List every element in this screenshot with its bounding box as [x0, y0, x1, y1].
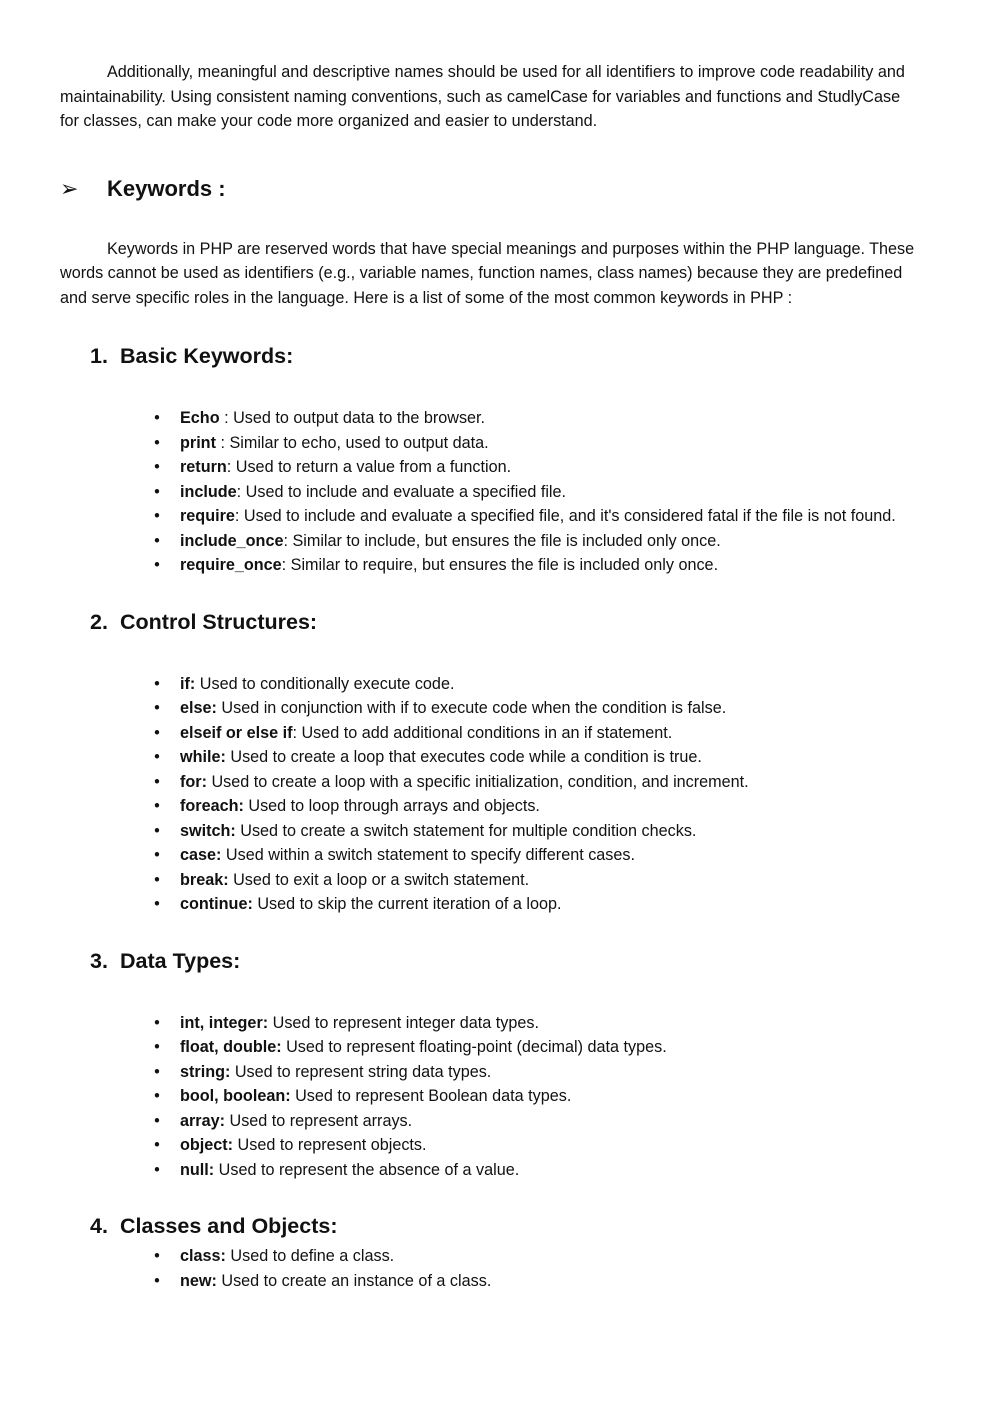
keyword-description: Used in conjunction with if to execute code when the condition is false.	[216, 699, 727, 717]
keyword-term: foreach:	[180, 797, 244, 815]
keyword-term: int, integer:	[180, 1013, 269, 1032]
bullet-icon: •	[154, 797, 160, 815]
section-title: Data Types:	[120, 948, 241, 973]
list-item	[150, 770, 920, 795]
keyword-description: Used to define a class.	[225, 1247, 395, 1265]
section-number: 2.	[90, 609, 108, 634]
keyword-term: include_once	[180, 531, 284, 550]
list-item	[150, 745, 920, 770]
bullet-icon: •	[154, 895, 160, 913]
bullet-icon: •	[154, 433, 160, 452]
keyword-description: Used to loop through arrays and objects.	[243, 797, 540, 815]
bullet-icon: •	[154, 458, 160, 476]
list-item	[150, 1084, 920, 1109]
bullet-icon: •	[154, 674, 160, 693]
section-heading	[90, 340, 920, 372]
keyword-description: Used to represent string data types.	[230, 1062, 492, 1081]
list-item	[150, 892, 920, 917]
bullet-icon: •	[154, 1271, 160, 1290]
section-heading	[90, 1210, 920, 1242]
arrow-bullet-icon: ➢	[60, 175, 79, 201]
keyword-term: while:	[180, 748, 226, 766]
section-control-structures	[60, 606, 920, 917]
keyword-description: Used to represent arrays.	[225, 1111, 413, 1130]
section-heading	[90, 606, 920, 638]
keyword-description: : Similar to echo, used to output data.	[215, 433, 489, 452]
bullet-icon: •	[154, 1247, 160, 1265]
keyword-term: new:	[180, 1271, 217, 1290]
bullet-icon: •	[154, 531, 160, 550]
list-item	[150, 504, 920, 529]
keyword-term: float, double:	[180, 1038, 282, 1056]
keyword-term: bool, boolean:	[180, 1087, 291, 1105]
keyword-description: Used to create an instance of a class.	[216, 1271, 492, 1290]
bullet-icon: •	[154, 1038, 160, 1056]
list-item	[150, 721, 920, 746]
section-title: Classes and Objects:	[120, 1214, 338, 1238]
section-number: 1.	[90, 344, 108, 368]
keyword-list	[150, 1011, 920, 1183]
keyword-term: elseif or else if	[180, 723, 293, 742]
section-number: 3.	[90, 948, 108, 973]
bullet-icon: •	[154, 772, 160, 791]
bullet-icon: •	[154, 1111, 160, 1130]
keyword-list	[150, 1244, 920, 1293]
keyword-term: include	[180, 482, 237, 501]
bullet-icon: •	[154, 507, 160, 525]
bullet-icon: •	[154, 1087, 160, 1105]
section-classes-and-objects	[60, 1210, 920, 1293]
section-title: Basic Keywords:	[120, 344, 294, 368]
keyword-term: return	[180, 458, 227, 476]
section-basic-keywords	[60, 340, 920, 578]
keyword-description: Used to represent floating-point (decimal) data types.	[281, 1038, 667, 1056]
keyword-term: require_once	[180, 556, 282, 574]
keyword-term: else:	[180, 699, 217, 717]
keywords-heading-text: Keywords :	[107, 175, 226, 201]
bullet-icon: •	[154, 1013, 160, 1032]
list-item	[150, 1133, 920, 1158]
list-item	[150, 696, 920, 721]
list-item	[150, 431, 920, 456]
keyword-term: print	[180, 433, 216, 452]
list-item	[150, 672, 920, 697]
list-item	[150, 553, 920, 578]
list-item	[150, 794, 920, 819]
keyword-term: null:	[180, 1160, 215, 1179]
keyword-description: : Used to include and evaluate a specified file, and it's considered fatal if the file is not found.	[234, 507, 896, 525]
keyword-term: Echo	[180, 409, 220, 427]
keyword-term: break:	[180, 870, 229, 889]
list-item	[150, 1011, 920, 1036]
keyword-description: Used to create a loop that executes code while a condition is true.	[225, 748, 702, 766]
keyword-term: array:	[180, 1111, 225, 1130]
section-heading	[90, 945, 920, 977]
keyword-term: string:	[180, 1062, 231, 1081]
keywords-paragraph: Keywords in PHP are reserved words that have special meanings and purposes within the PHP language. These words cannot be used as identifiers (e.g., variable names, function names, class names) because they are predefined and serve specific roles in the language. Here is a list of some of the most common keywords in PHP :	[60, 239, 915, 307]
bullet-icon: •	[154, 821, 160, 840]
bullet-icon: •	[154, 1062, 160, 1081]
keyword-description: : Used to return a value from a function.	[226, 458, 512, 476]
list-item	[150, 1060, 920, 1085]
list-item	[150, 843, 920, 868]
bullet-icon: •	[154, 409, 160, 427]
keyword-description: : Used to include and evaluate a specified file.	[236, 482, 567, 501]
keyword-description: Used to represent objects.	[233, 1136, 427, 1154]
bullet-icon: •	[154, 1160, 160, 1179]
list-item	[150, 455, 920, 480]
keyword-description: : Used to output data to the browser.	[219, 409, 486, 427]
bullet-icon: •	[154, 482, 160, 501]
keyword-term: for:	[180, 772, 207, 791]
keyword-term: class:	[180, 1247, 226, 1265]
keyword-description: Used to create a switch statement for multiple condition checks.	[235, 821, 697, 840]
keyword-term: object:	[180, 1136, 234, 1154]
intro-paragraph: Additionally, meaningful and descriptive names should be used for all identifiers to improve code readability and maintainability. Using consistent naming conventions, such as camelCase for variables and functions and StudlyCase for classes, can make your code more organized and easier to understand.	[60, 63, 905, 130]
list-item	[150, 868, 920, 893]
keyword-description: Used to exit a loop or a switch statement.	[228, 870, 530, 889]
list-item	[150, 1158, 920, 1183]
list-item	[150, 1035, 920, 1060]
keyword-term: switch:	[180, 821, 236, 840]
list-item	[150, 819, 920, 844]
keyword-term: require	[180, 507, 235, 525]
list-item	[150, 529, 920, 554]
bullet-icon: •	[154, 846, 160, 864]
list-item	[150, 1269, 920, 1294]
bullet-icon: •	[154, 699, 160, 717]
keyword-term: if:	[180, 674, 196, 693]
bullet-icon: •	[154, 1136, 160, 1154]
keyword-description: Used to skip the current iteration of a loop.	[252, 895, 562, 913]
keywords-heading	[60, 174, 920, 204]
bullet-icon: •	[154, 556, 160, 574]
keyword-description: Used to represent integer data types.	[268, 1013, 539, 1032]
bullet-icon: •	[154, 723, 160, 742]
keyword-list	[150, 672, 920, 917]
bullet-icon: •	[154, 870, 160, 889]
list-item	[150, 480, 920, 505]
list-item	[150, 1109, 920, 1134]
keyword-description: Used within a switch statement to specify different cases.	[221, 846, 635, 864]
keyword-term: case:	[180, 846, 222, 864]
section-title: Control Structures:	[120, 609, 318, 634]
list-item	[150, 406, 920, 431]
keyword-term: continue:	[180, 895, 253, 913]
keyword-description: Used to conditionally execute code.	[195, 674, 455, 693]
keyword-description: Used to represent Boolean data types.	[290, 1087, 572, 1105]
keyword-description: Used to create a loop with a specific initialization, condition, and increment.	[206, 772, 749, 791]
section-number: 4.	[90, 1214, 108, 1238]
keyword-description: : Used to add additional conditions in an if statement.	[292, 723, 673, 742]
keyword-list	[150, 406, 920, 578]
list-item	[150, 1244, 920, 1269]
bullet-icon: •	[154, 748, 160, 766]
keyword-description: : Similar to require, but ensures the file is included only once.	[281, 556, 719, 574]
section-data-types	[60, 945, 920, 1183]
keyword-description: : Similar to include, but ensures the file is included only once.	[283, 531, 721, 550]
keyword-description: Used to represent the absence of a value.	[214, 1160, 520, 1179]
